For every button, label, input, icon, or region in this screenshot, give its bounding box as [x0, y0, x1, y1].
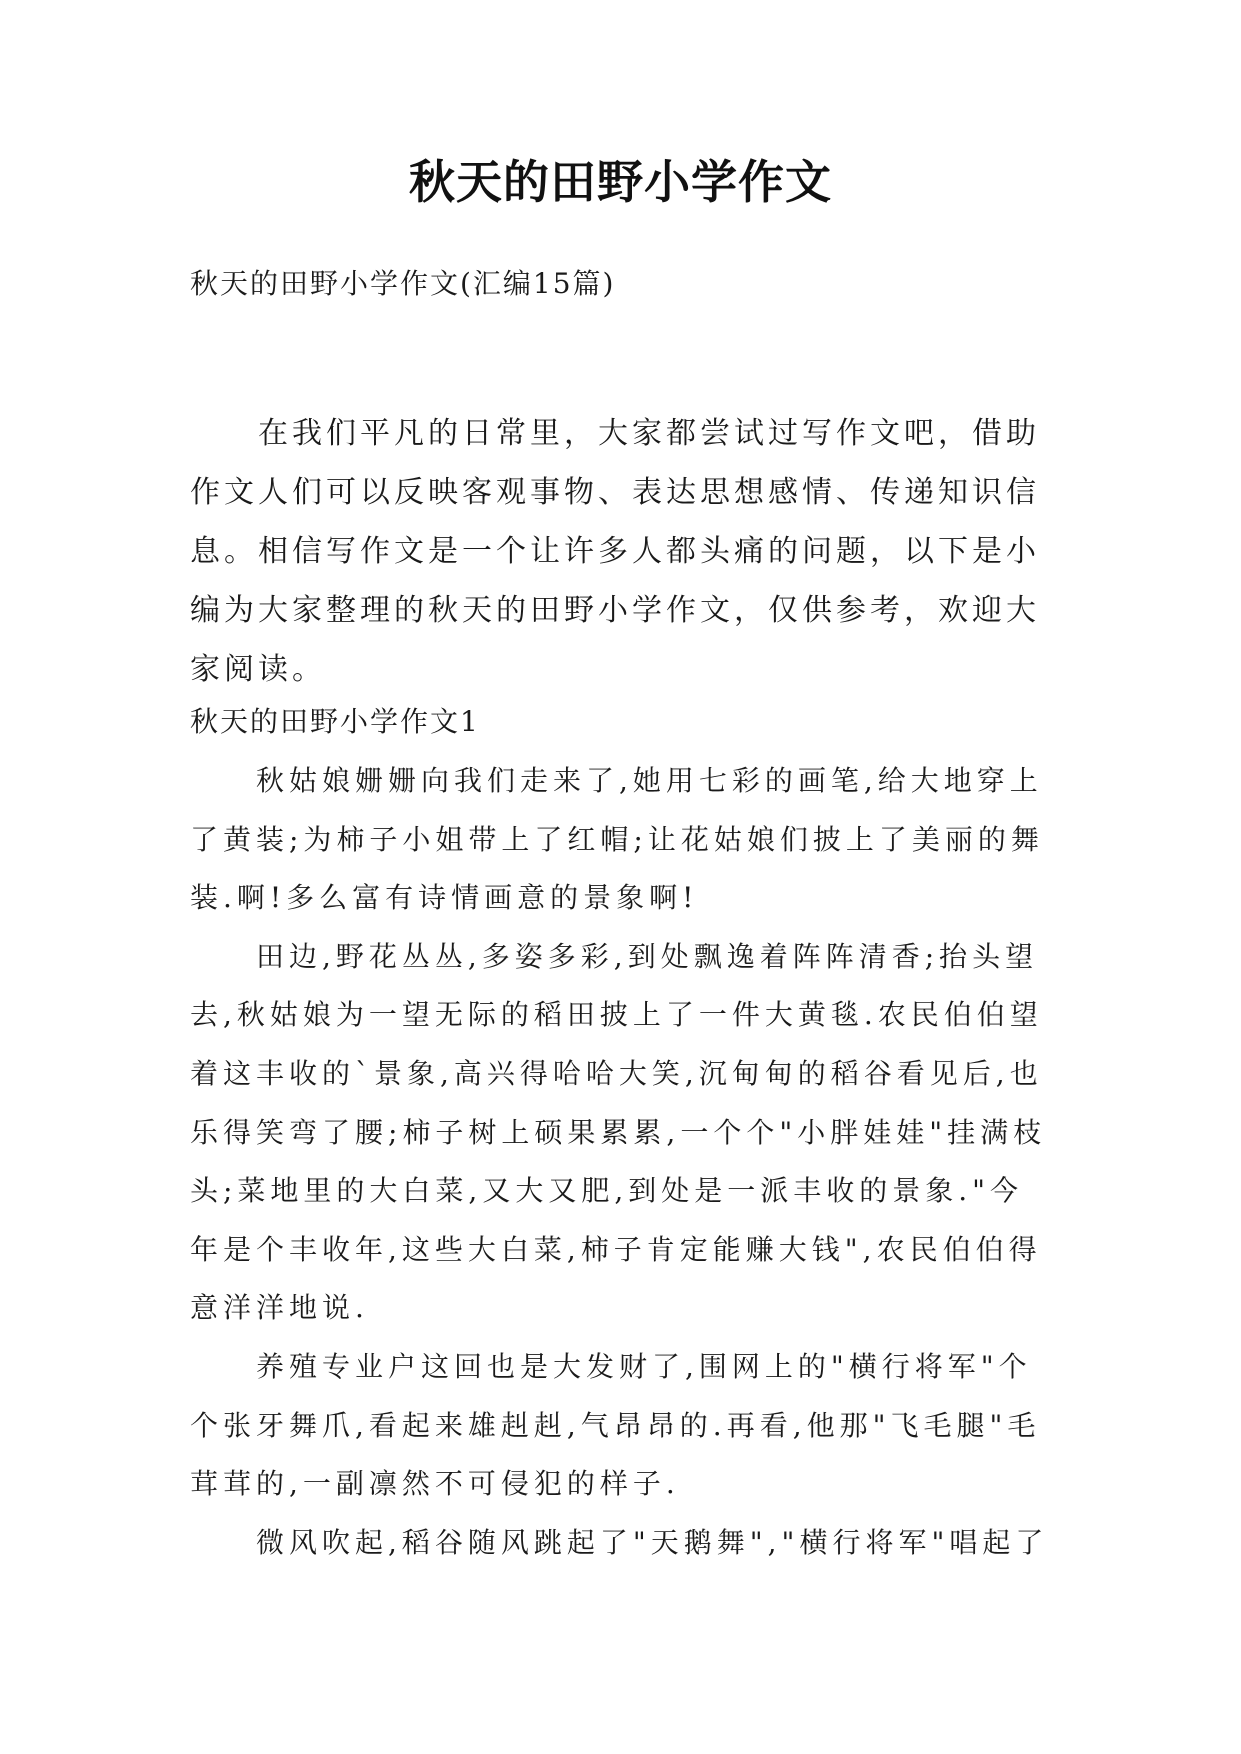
- section-body: [190, 752, 1054, 1572]
- body-paragraph: 微风吹起,稻谷随风跳起了"天鹅舞","横行将军"唱起了: [256, 1525, 1049, 1559]
- intro-paragraph: 在我们平凡的日常里，大家都尝试过写作文吧，借助作文人们可以反映客观事物、表达思想感情、传递知识信息。相信写作文是一个让许多人都头痛的问题，以下是小编为大家整理的秋天的田野小学作文，仅供参考，欢迎大家阅读。: [190, 416, 1040, 687]
- document-subtitle: 秋天的田野小学作文(汇编15篇): [190, 267, 616, 300]
- body-paragraph: 养殖专业户这回也是大发财了,围网上的"横行将军"个个张牙舞爪,看起来雄赳赳,气昂昂的.再看,他那"飞毛腿"毛茸茸的,一副凛然不可侵犯的样子.: [190, 1349, 1041, 1501]
- body-paragraph: 田边,野花丛丛,多姿多彩,到处飘逸着阵阵清香;抬头望去,秋姑娘为一望无际的稻田披上了一件大黄毯.农民伯伯望着这丰收的`景象,高兴得哈哈大笑,沉甸甸的稻谷看见后,也乐得笑弯了腰;柿子树上硕果累累,一个个"小胖娃娃"挂满枝头;菜地里的大白菜,又大又肥,到处是一派丰收的景象."今年是个丰收年,这些大白菜,柿子肯定能赚大钱",农民伯伯得意洋洋地说.: [190, 939, 1047, 1325]
- document-title: 秋天的田野小学作文: [409, 155, 832, 209]
- section-heading: 秋天的田野小学作文1: [190, 705, 480, 738]
- body-paragraph: 秋姑娘姗姗向我们走来了,她用七彩的画笔,给大地穿上了黄装;为柿子小姐带上了红帽;让花姑娘们披上了美丽的舞装.啊!多么富有诗情画意的景象啊!: [190, 764, 1044, 915]
